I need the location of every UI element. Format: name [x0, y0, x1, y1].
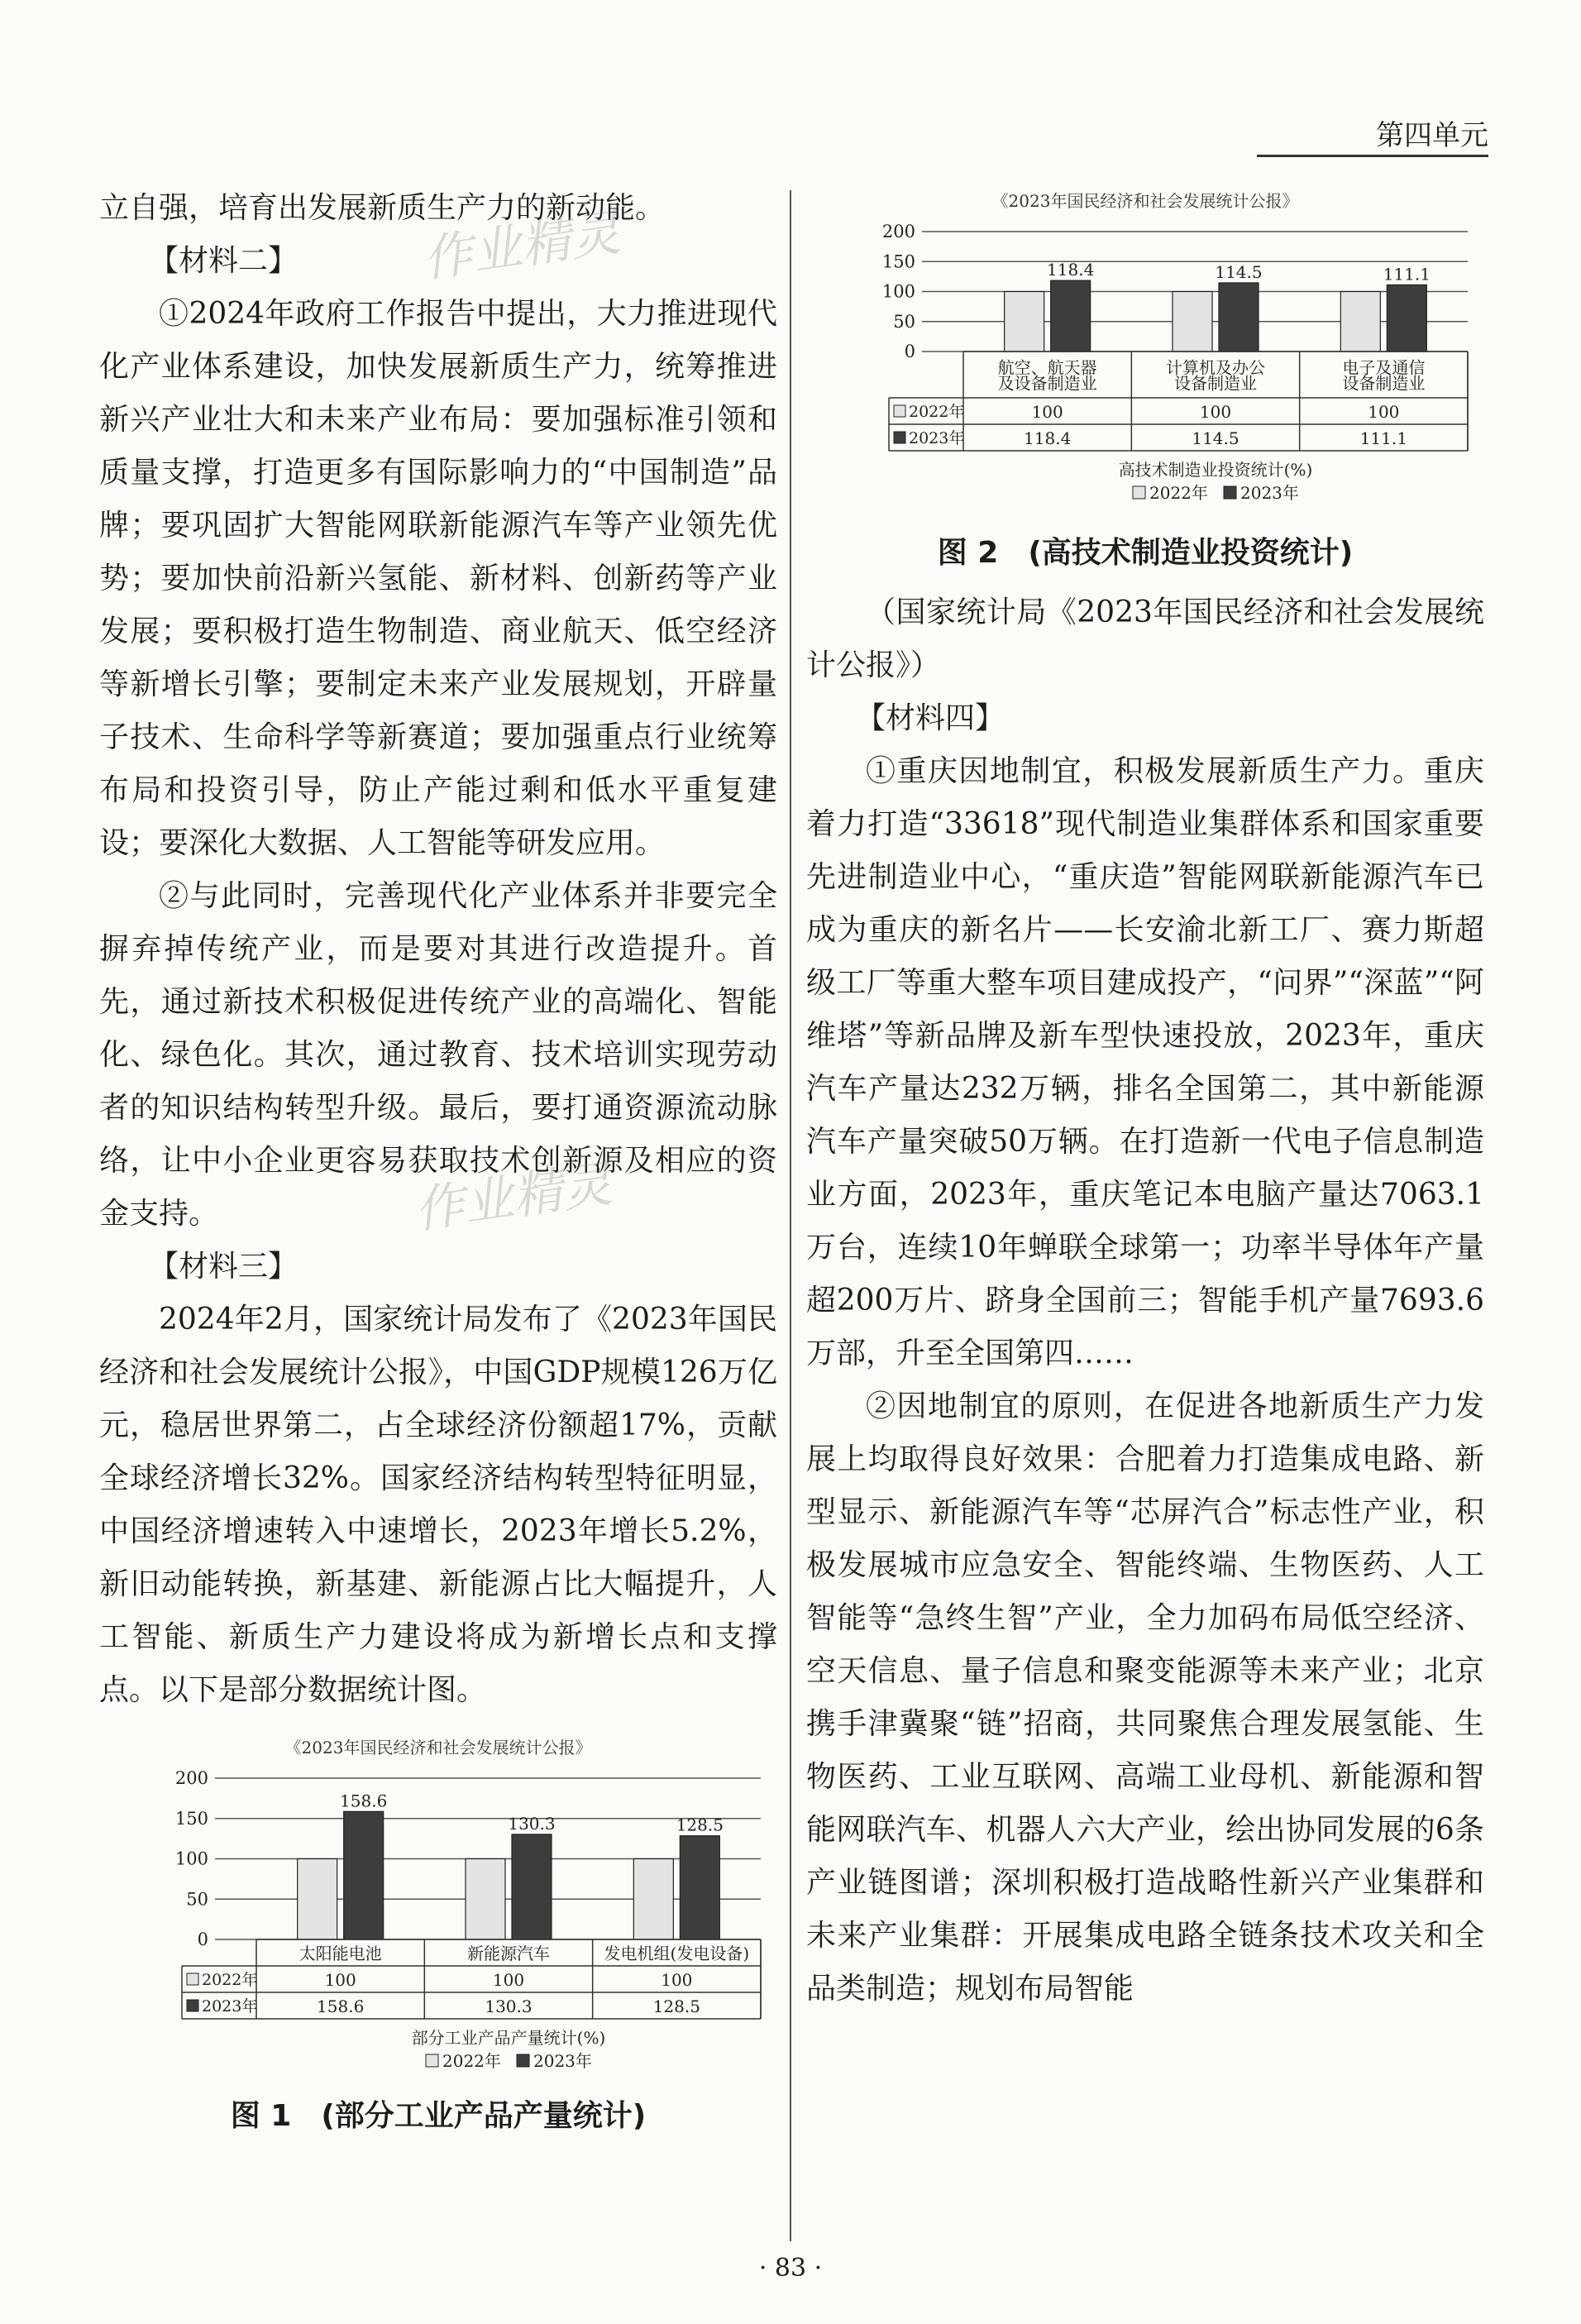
chart-2-data-label: 111.1: [1383, 264, 1431, 285]
chart-2-bar-2022: [1173, 292, 1212, 352]
header-rule: [1257, 155, 1488, 157]
intro-paragraph: 立自强，培育出发展新质生产力的新动能。: [99, 191, 666, 225]
chart-2-data-label: 118.4: [1047, 260, 1095, 280]
chart-1-bar-2022: [466, 1859, 505, 1940]
chart-1-data-label: 130.3: [508, 1813, 556, 1834]
page-header: [1257, 108, 1488, 157]
chart-1-table-value: 100: [324, 1970, 356, 1990]
chart-1-data-label: 158.6: [340, 1791, 388, 1811]
chart-2-bar-2022: [1005, 292, 1044, 352]
chart-2-legend-swatch: [1133, 486, 1145, 499]
chart-2-table-value: 111.1: [1359, 428, 1407, 448]
chart-1-category-label: 发电机组(发电设备): [604, 1944, 750, 1963]
chart-2-bar-2022: [1340, 292, 1380, 352]
chart-1-table-value: 158.6: [317, 1996, 365, 2016]
material-four-heading: 【材料四】: [856, 701, 1005, 735]
chart-1-legend-label: 2023年: [533, 2051, 592, 2071]
chart-2-ytick: 150: [881, 251, 915, 272]
chart-2-bar-2023: [1387, 285, 1426, 351]
chart-1-data-label: 128.5: [676, 1815, 724, 1835]
chart-2-table-value: 100: [1368, 402, 1400, 422]
material-four-paragraph-2: ②因地制宜的原则，在促进各地新质生产力发展上均取得良好效果：合肥着力打造集成电路、新型显示、新能源汽车等“芯屏汽合”标志性产业，积极发展城市应急安全、智能终端、生物医药、人工智能等“急终生智”产业，全力加码布局低空经济、空天信息、量子信息和聚变能源等未来产业；北京携手津冀聚“链”招商，共同聚焦合理发展氢能、生物医药、工业互联网、高端工业母机、新能源和智能网联汽车、机器人六大产业，绘出协同发展的6条产业链图谱；深圳积极打造战略性新兴产业集群和未来产业集群：开展集成电路全链条技术攻关和全品类制造；规划布局智能: [806, 1389, 1484, 2006]
chart-1-row-swatch: [187, 1973, 198, 1985]
chart-1-xlabel: 部分工业产品产量统计(%): [411, 2028, 606, 2048]
material-four-paragraph-1: ①重庆因地制宜，积极发展新质生产力。重庆着力打造“33618”现代制造业集群体系和国家重要先进制造业中心，“重庆造”智能网联新能源汽车已成为重庆的新名片——长安渝北新工厂、赛力斯超级工厂等重大整车项目建成投产，“问界”“深蓝”“阿维塔”等新品牌及新车型快速投放，2023年，重庆汽车产量达232万辆，排名全国第二，其中新能源汽车产量突破50万辆。在打造新一代电子信息制造业方面，2023年，重庆笔记本电脑产量达7063.1万台，连续10年蝉联全球第一；功率半导体年产量超200万片、跻身全国前三；智能手机产量7693.6万部，升至全国第四……: [806, 754, 1484, 1370]
chart-2-category-label: 航空、航天器: [997, 357, 1097, 378]
chart-2-ytick: 50: [893, 311, 915, 332]
chart-1-ytick: 50: [186, 1889, 208, 1910]
chart-2-bar-2023: [1051, 280, 1091, 351]
figure-2-chart: [806, 182, 1484, 513]
chart-1-bar-2023: [680, 1836, 719, 1939]
material-two-heading: 【材料二】: [149, 244, 299, 278]
chart-2-ytick: 200: [881, 222, 915, 241]
chart-2-category-label: 计算机及办公: [1166, 357, 1265, 378]
chart-2-ytick: 0: [904, 342, 915, 361]
chart-1-table-value: 100: [661, 1970, 693, 1990]
chart-1-ytick: 150: [174, 1808, 208, 1829]
chart-2-category-label: 设备制造业: [1174, 373, 1257, 394]
chart-2-table-value: 118.4: [1024, 428, 1072, 448]
chart-1-bar-2023: [344, 1811, 384, 1939]
material-three-heading: 【材料三】: [149, 1250, 299, 1284]
chart-2-legend-label: 2023年: [1240, 483, 1299, 503]
chart-1-table-value: 128.5: [652, 1996, 700, 2016]
right-column: [806, 182, 1484, 2016]
chart-2-data-label: 114.5: [1215, 261, 1263, 282]
chart-2-table-value: 114.5: [1192, 428, 1239, 448]
chart-1-table-value: 130.3: [485, 1996, 533, 2016]
figure-1-caption: 图 1 (部分工业产品产量统计): [230, 2099, 647, 2133]
figure-2-caption: 图 2 (高技术制造业投资统计): [937, 536, 1354, 570]
chart-2-row-swatch: [894, 432, 905, 443]
chart-1-category-label: 新能源汽车: [467, 1944, 550, 1963]
chart-2-legend-swatch: [1224, 486, 1236, 499]
chart-2-table-value: 100: [1199, 402, 1232, 422]
chart-2-svg: [806, 182, 1484, 513]
left-column: [99, 182, 777, 2149]
unit-title: 第四单元: [1376, 119, 1488, 152]
chart-2-category-label: 及设备制造业: [997, 373, 1097, 394]
chart-2-bar-2023: [1219, 283, 1259, 351]
column-divider: [790, 190, 791, 2241]
chart-2-xlabel: 高技术制造业投资统计(%): [1118, 460, 1313, 480]
material-two-paragraph-1: ①2024年政府工作报告中提出，大力推进现代化产业体系建设，加快发展新质生产力，统筹推进新兴产业壮大和未来产业布局：要加强标准引领和质量支撑，打造更多有国际影响力的“中国制造”品牌；要巩固扩大智能网联新能源汽车等产业领先优势；要加快前沿新兴氢能、新材料、创新药等产业发展；要积极打造生物制造、商业航天、低空经济等新增长引擎；要制定未来产业发展规划，开辟量子技术、生命科学等新赛道；要加强重点行业统筹布局和投资引导，防止产能过剩和低水平重复建设；要深化大数据、人工智能等研发应用。: [99, 297, 777, 860]
chart-1-table-value: 100: [492, 1970, 525, 1990]
material-two-paragraph-2: ②与此同时，完善现代化产业体系并非要完全摒弃掉传统产业，而是要对其进行改造提升。首先，通过新技术积极促进传统产业的高端化、智能化、绿色化。其次，通过教育、技术培训实现劳动者的知识结构转型升级。最后，要打通资源流动脉络，让中小企业更容易获取技术创新源及相应的资金支持。: [99, 879, 777, 1231]
chart-2-category-label: 设备制造业: [1342, 373, 1426, 394]
chart-1-legend-swatch: [517, 2054, 529, 2067]
chart-1-ytick: 0: [197, 1929, 208, 1949]
chart-1-legend-label: 2022年: [442, 2051, 501, 2071]
chart-2-title: 《2023年国民经济和社会发展统计公报》: [991, 191, 1299, 211]
chart-1-category-label: 太阳能电池: [299, 1944, 382, 1963]
chart-2-row-label: 2022年: [909, 403, 965, 421]
chart-1-svg: [99, 1729, 777, 2076]
chart-1-ytick: 200: [174, 1768, 208, 1788]
chart-1-title: 《2023年国民经济和社会发展统计公报》: [284, 1738, 592, 1757]
source-citation: （国家统计局《2023年国民经济和社会发展统计公报》）: [806, 595, 1484, 682]
chart-1-bar-2023: [512, 1834, 552, 1939]
material-three-paragraph: 2024年2月，国家统计局发布了《2023年国民经济和社会发展统计公报》，中国GDP规模126万亿元，稳居世界第二，占全球经济份额超17%，贡献全球经济增长32%。国家经济结构转型特征明显，中国经济增速转入中速增长，2023年增长5.2%，新旧动能转换，新基建、新能源占比大幅提升，人工智能、新质生产力建设将成为新增长点和支撑点。以下是部分数据统计图。: [99, 1303, 777, 1707]
chart-1-row-label: 2023年: [202, 1997, 258, 2016]
chart-1-ytick: 100: [174, 1848, 208, 1869]
figure-1-chart: [99, 1729, 777, 2076]
watermark-1: 作业精灵: [418, 203, 624, 289]
chart-1-row-label: 2022年: [202, 1971, 258, 1989]
page-number: · 83 ·: [758, 2254, 823, 2283]
chart-2-legend-label: 2022年: [1149, 483, 1208, 503]
chart-1-row-swatch: [187, 2000, 198, 2011]
watermark-2: 作业精灵: [410, 1155, 616, 1241]
chart-2-ytick: 100: [881, 281, 915, 302]
chart-1-bar-2022: [298, 1859, 337, 1940]
chart-1-bar-2022: [633, 1859, 673, 1940]
chart-2-row-label: 2023年: [909, 429, 965, 447]
chart-2-row-swatch: [894, 405, 905, 417]
chart-2-table-value: 100: [1031, 402, 1063, 422]
chart-2-category-label: 电子及通信: [1342, 357, 1426, 378]
chart-1-legend-swatch: [426, 2054, 438, 2067]
